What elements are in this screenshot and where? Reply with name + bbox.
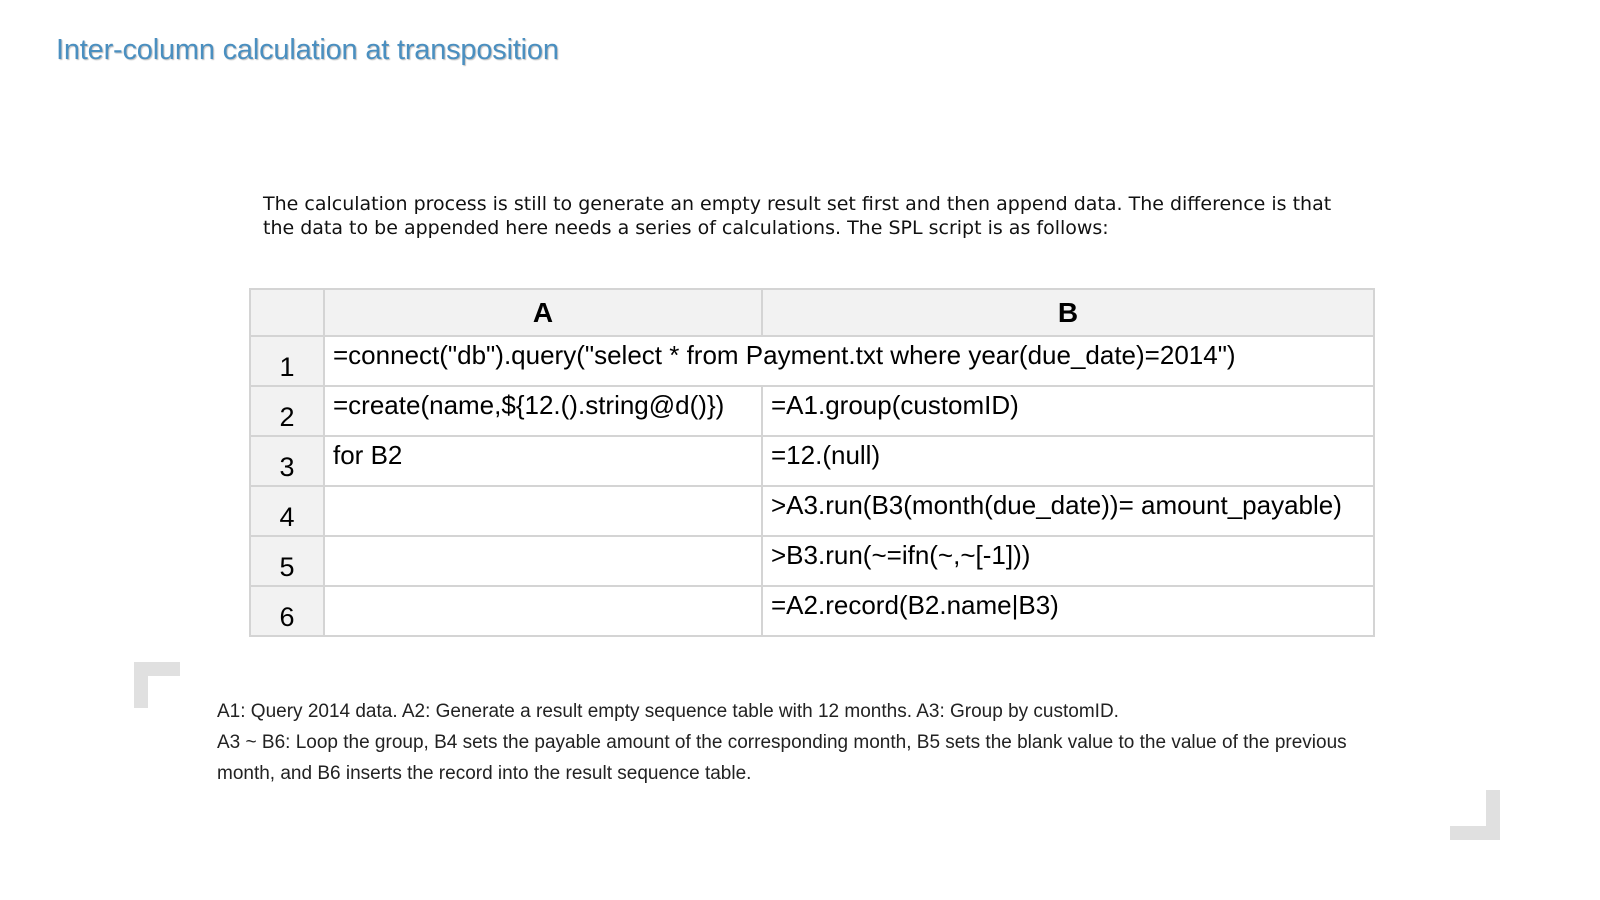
corner-bracket-top-left bbox=[134, 662, 180, 708]
intro-paragraph bbox=[263, 192, 1353, 240]
cell-b6: =A2.record(B2.name|B3) bbox=[762, 586, 1374, 636]
notes-line-1: A1: Query 2014 data. A2: Generate a result empty sequence table with 12 months. A3: Group by customID. bbox=[217, 701, 1119, 722]
slide-title: Inter-column calculation at transposition bbox=[56, 34, 559, 66]
row-number: 1 bbox=[250, 336, 324, 386]
grid-header-row bbox=[250, 289, 1374, 336]
row-number: 3 bbox=[250, 436, 324, 486]
row-number: 6 bbox=[250, 586, 324, 636]
grid-row-2 bbox=[250, 386, 1374, 436]
notes-line-2: A3 ~ B6: Loop the group, B4 sets the payable amount of the corresponding month, B5 sets the blank value to the value of the previous bbox=[217, 732, 1347, 753]
cell-a2: =create(name,${12.().string@d()}) bbox=[324, 386, 762, 436]
grid-row-6 bbox=[250, 586, 1374, 636]
grid-row-4 bbox=[250, 486, 1374, 536]
grid-row-1 bbox=[250, 336, 1374, 386]
grid-row-3 bbox=[250, 436, 1374, 486]
row-number: 5 bbox=[250, 536, 324, 586]
cell-b4: >A3.run(B3(month(due_date))= amount_payable) bbox=[762, 486, 1374, 536]
cell-b2: =A1.group(customID) bbox=[762, 386, 1374, 436]
grid-row-5 bbox=[250, 536, 1374, 586]
cell-a5 bbox=[324, 536, 762, 586]
grid-corner-cell bbox=[250, 289, 324, 336]
cell-a6 bbox=[324, 586, 762, 636]
notes-line-3: month, and B6 inserts the record into the result sequence table. bbox=[217, 763, 752, 784]
cell-b3: =12.(null) bbox=[762, 436, 1374, 486]
cell-b5: >B3.run(~=ifn(~,~[-1])) bbox=[762, 536, 1374, 586]
column-header-a: A bbox=[324, 289, 762, 336]
intro-line-2: the data to be appended here needs a series of calculations. The SPL script is as follows: bbox=[263, 217, 1109, 239]
corner-bracket-bottom-right bbox=[1450, 790, 1500, 840]
cell-a4 bbox=[324, 486, 762, 536]
row-number: 2 bbox=[250, 386, 324, 436]
spl-script-grid bbox=[249, 288, 1375, 637]
intro-line-1: The calculation process is still to generate an empty result set first and then append data. The difference is that bbox=[263, 193, 1332, 215]
cell-a3: for B2 bbox=[324, 436, 762, 486]
column-header-b: B bbox=[762, 289, 1374, 336]
explanation-notes bbox=[217, 696, 1417, 789]
cell-a1: =connect("db").query("select * from Payment.txt where year(due_date)=2014") bbox=[324, 336, 1374, 386]
row-number: 4 bbox=[250, 486, 324, 536]
